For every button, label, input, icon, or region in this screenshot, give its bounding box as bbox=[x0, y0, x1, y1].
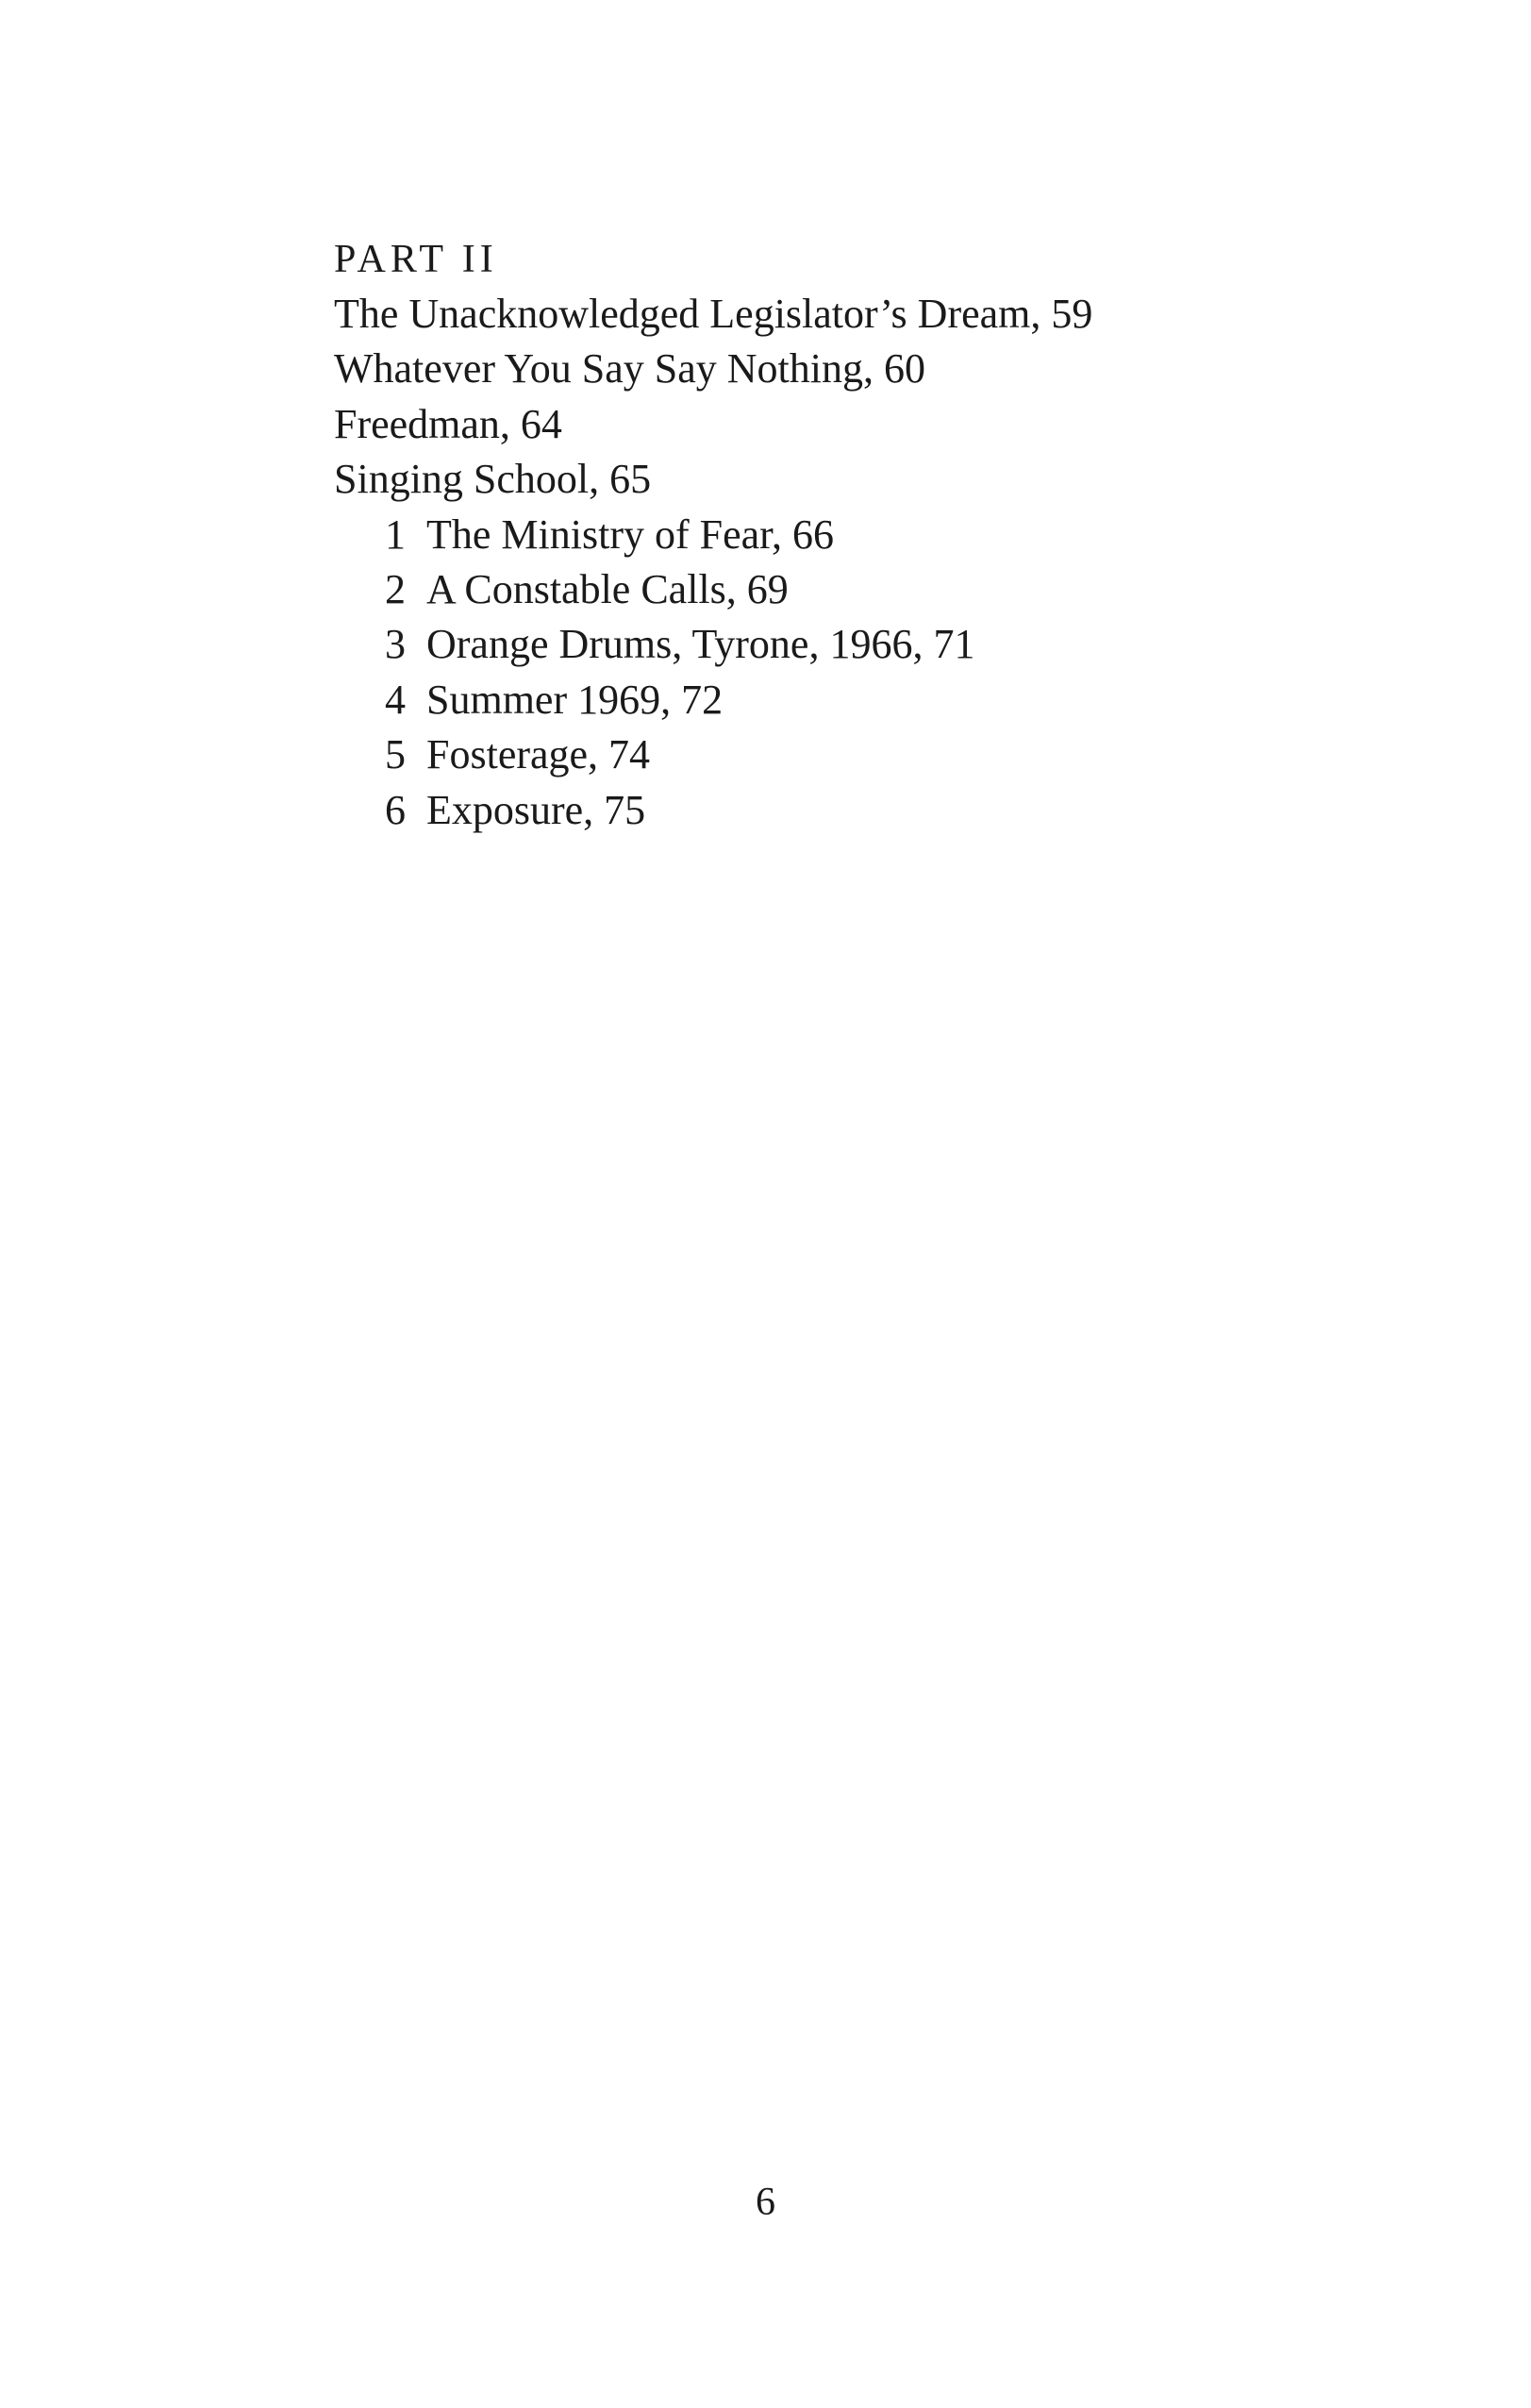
sub-entry-number: 3 bbox=[385, 621, 406, 668]
toc-sub-entry bbox=[334, 508, 1277, 562]
toc-sub-entry bbox=[334, 673, 1277, 727]
sub-entry-number: 2 bbox=[385, 565, 406, 612]
sub-entry-title: The Ministry of Fear, 66 bbox=[426, 510, 835, 558]
toc-entry: Whatever You Say Say Nothing, 60 bbox=[334, 345, 925, 393]
table-of-contents bbox=[334, 232, 1277, 838]
sub-entry-title: Orange Drums, Tyrone, 1966, 71 bbox=[426, 621, 975, 668]
toc-sub-entry bbox=[334, 617, 1277, 672]
sub-entry-title: A Constable Calls, 69 bbox=[426, 565, 789, 612]
toc-entry: Singing School, 65 bbox=[334, 456, 652, 503]
sub-entry-number: 5 bbox=[385, 731, 406, 778]
page-number: 6 bbox=[756, 2181, 775, 2224]
toc-entry: The Unacknowledged Legislator’s Dream, 59 bbox=[334, 291, 1093, 337]
sub-entry-title: Fosterage, 74 bbox=[426, 731, 651, 778]
toc-entry: Freedman, 64 bbox=[334, 400, 562, 447]
sub-entry-number: 1 bbox=[385, 510, 406, 558]
part-heading: PART II bbox=[334, 238, 498, 281]
toc-sub-entry bbox=[334, 783, 1277, 838]
sub-entry-title: Exposure, 75 bbox=[426, 786, 646, 833]
sub-entry-number: 6 bbox=[385, 786, 406, 833]
toc-sub-entry bbox=[334, 727, 1277, 782]
sub-entry-title: Summer 1969, 72 bbox=[426, 676, 724, 723]
sub-entry-number: 4 bbox=[385, 676, 406, 723]
toc-sub-entry bbox=[334, 562, 1277, 617]
